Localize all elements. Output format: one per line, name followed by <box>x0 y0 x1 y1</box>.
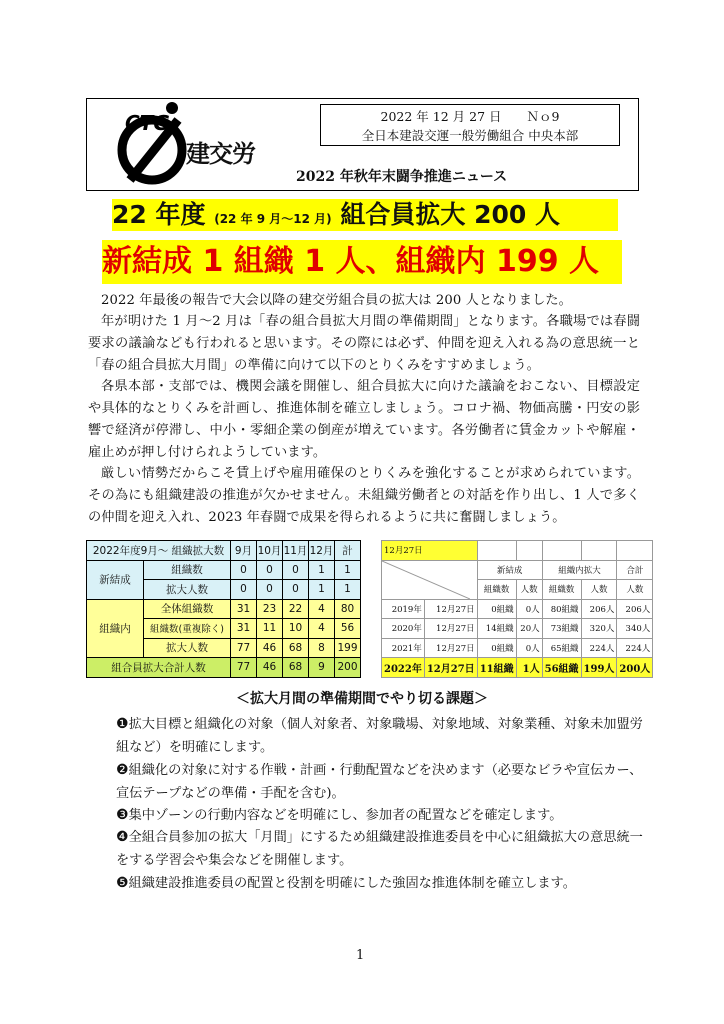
table-row <box>87 560 361 580</box>
task-item-5 <box>116 872 646 896</box>
cell: 56組織 <box>542 658 581 678</box>
cell: 199人 <box>581 658 617 678</box>
issuer-org: 全日本建設交運一般労働組合 中央本部 <box>361 128 579 143</box>
diagonal-cell <box>382 560 478 599</box>
cell: 10 <box>283 619 309 639</box>
table-current-row <box>382 658 653 678</box>
table-row <box>382 619 653 639</box>
cell: 31 <box>231 599 257 619</box>
row-label: 拡大人数 <box>144 638 231 658</box>
paragraph-3: 各県本部・支部では、機関会議を開催し、組合員拡大に向けた議論をおこない、目標設定や具体的なとりくみを計画し、推進体制を確立しましょう。コロナ禍、物価高騰・円安の影響で経済が停滞し、中小・零細企業の倒産が増えています。各労働者に賃金カットや解雇・雇止めが押し付けられようしています。 <box>88 379 640 460</box>
cell: 23 <box>257 599 283 619</box>
cell: 0 <box>283 560 309 580</box>
table-header-cell: 12月 <box>309 541 335 561</box>
table-header-cell: 11月 <box>283 541 309 561</box>
table-header-row <box>382 560 653 580</box>
cell: 1 <box>309 560 335 580</box>
cell: 8 <box>309 638 335 658</box>
tasks-heading: ＜拡大月間の準備期間でやり切る課題＞ <box>236 691 488 707</box>
headline-breakdown: 新結成 1 組織 1 人、組織内 199 人 <box>102 240 622 284</box>
item-text: 全組合員参加の拡大「月間」にするため組織建設推進委員を中心に組織拡大の意思統一をする学習会や集会などを開催します。 <box>116 830 643 868</box>
item-number: ❹ <box>116 829 129 845</box>
cell: 9 <box>309 658 335 678</box>
item-text: 集中ゾーンの行動内容などを明確にし、参加者の配置などを確定します。 <box>128 808 563 823</box>
cell: 2022年 <box>382 658 425 678</box>
table-header-row <box>87 541 361 561</box>
paragraph-1: 2022 年最後の報告で大会以降の建交労組合員の拡大は 200 人となりました。 <box>101 293 572 308</box>
item-text: 拡大目標と組織化の対象（個人対象者、対象職場、対象地域、対象業種、対象未加盟労組など）を明確にします。 <box>116 717 643 755</box>
cell: 206人 <box>617 599 653 619</box>
group-label: 新結成 <box>87 560 144 599</box>
headline-total-count: 組合員拡大 200 人 <box>340 200 560 229</box>
cell: 80 <box>335 599 361 619</box>
group-header: 合計 <box>617 560 653 580</box>
cell: 199 <box>335 638 361 658</box>
cell: 12月27日 <box>424 658 477 678</box>
cell: 1人 <box>516 658 542 678</box>
cell: 73組織 <box>542 619 581 639</box>
cell: 11組織 <box>477 658 516 678</box>
cell: 65組織 <box>542 638 581 658</box>
task-item-3 <box>116 804 646 828</box>
paragraph-2: 年が明けた 1 月～2 月は「春の組合員拡大月間の準備期間」となります。各職場では春闘要求の議論なども行われると思います。その際には必ず、仲間を迎え入れる為の意思統一と「春の組合員拡大月間」の準備に向けて以下のとりくみをすすめましょう。 <box>88 314 640 373</box>
cell: 320人 <box>581 619 617 639</box>
cell: 12月27日 <box>424 638 477 658</box>
issue-date: 2022 年 12 月 27 日 Ｎｏ9 <box>380 109 560 124</box>
cell: 2021年 <box>382 638 425 658</box>
cell: 1 <box>309 580 335 600</box>
cell: 224人 <box>581 638 617 658</box>
cell: 1 <box>335 580 361 600</box>
headline-total <box>112 199 618 231</box>
date-header: 12月27日 <box>382 541 478 561</box>
cell: 11 <box>257 619 283 639</box>
item-number: ❺ <box>116 875 129 891</box>
cell: 46 <box>257 638 283 658</box>
cell: 0 <box>257 560 283 580</box>
sub-header: 組織数 <box>542 580 581 600</box>
table-header-cell: 計 <box>335 541 361 561</box>
cell: 200 <box>335 658 361 678</box>
cell: 77 <box>231 638 257 658</box>
cell: 22 <box>283 599 309 619</box>
table-row <box>382 599 653 619</box>
headline-year: 22 年度 <box>112 200 206 229</box>
cell: 0組織 <box>477 599 516 619</box>
logo-text: 建交労 <box>186 140 255 168</box>
page-number: 1 <box>356 948 365 963</box>
task-item-2 <box>116 759 646 805</box>
table-row <box>382 638 653 658</box>
row-label: 組織数(重複除く) <box>144 619 231 639</box>
sub-header: 人数 <box>617 580 653 600</box>
row-label: 拡大人数 <box>144 580 231 600</box>
cell: 200人 <box>617 658 653 678</box>
cell: 0組織 <box>477 638 516 658</box>
item-number: ❸ <box>116 807 129 823</box>
cell: 4 <box>309 599 335 619</box>
cell: 4 <box>309 619 335 639</box>
expansion-table <box>86 540 361 678</box>
task-item-1 <box>116 713 646 759</box>
cell: 0 <box>231 580 257 600</box>
cell: 14組織 <box>477 619 516 639</box>
sub-header: 人数 <box>516 580 542 600</box>
logo-letters: CTG <box>125 111 170 135</box>
cell: 77 <box>231 658 257 678</box>
row-label: 全体組織数 <box>144 599 231 619</box>
total-label: 組合員拡大合計人数 <box>87 658 231 678</box>
item-number: ❷ <box>116 762 129 778</box>
cell: 12月27日 <box>424 599 477 619</box>
item-text: 組織建設推進委員の配置と役割を明確にした強固な推進体制を確立します。 <box>128 876 576 891</box>
sub-header: 人数 <box>581 580 617 600</box>
cell: 224人 <box>617 638 653 658</box>
row-label: 組織数 <box>144 560 231 580</box>
cell: 0 <box>257 580 283 600</box>
table-header-row <box>382 541 653 561</box>
comparison-table <box>381 540 653 678</box>
cell: 0 <box>231 560 257 580</box>
group-header: 新結成 <box>477 560 542 580</box>
item-number: ❶ <box>116 716 129 732</box>
cell: 20人 <box>516 619 542 639</box>
cell: 0人 <box>516 638 542 658</box>
headline-period: (22 年 9 月～12 月) <box>214 212 332 226</box>
cell: 2019年 <box>382 599 425 619</box>
cell: 12月27日 <box>424 619 477 639</box>
sub-header: 組織数 <box>477 580 516 600</box>
item-text: 組織化の対象に対する作戦・計画・行動配置などを決めます（必要なビラや宣伝カー、宣伝テープなどの準備・手配を含む)。 <box>116 763 643 801</box>
cell: 46 <box>257 658 283 678</box>
cell: 0 <box>283 580 309 600</box>
issue-info <box>320 104 620 146</box>
group-label: 組織内 <box>87 599 144 658</box>
cell: 206人 <box>581 599 617 619</box>
cell: 340人 <box>617 619 653 639</box>
table-header-cell: 9月 <box>231 541 257 561</box>
table-header-cell: 10月 <box>257 541 283 561</box>
newsletter-name: 2022 年秋年末闘争推進ニュース <box>296 169 508 185</box>
cell: 0人 <box>516 599 542 619</box>
cell: 1 <box>335 560 361 580</box>
paragraph-4: 厳しい情勢だからこそ賃上げや雇用確保のとりくみを強化することが求められています。その為にも組織建設の推進が欠かせません。未組織労働者との対話を作り出し、1 人で多くの仲間を迎え入れ、2023 年春闘で成果を得られるように共に奮闘しましょう。 <box>88 466 640 525</box>
task-item-4 <box>116 826 646 872</box>
cell: 80組織 <box>542 599 581 619</box>
cell: 31 <box>231 619 257 639</box>
group-header: 組織内拡大 <box>542 560 617 580</box>
cell: 68 <box>283 658 309 678</box>
cell: 2020年 <box>382 619 425 639</box>
diagonal-line <box>382 561 470 599</box>
cell: 56 <box>335 619 361 639</box>
table-total-row <box>87 658 361 678</box>
table-header-title: 2022年度9月～ 組織拡大数 <box>87 541 231 561</box>
cell: 68 <box>283 638 309 658</box>
table-row <box>87 599 361 619</box>
